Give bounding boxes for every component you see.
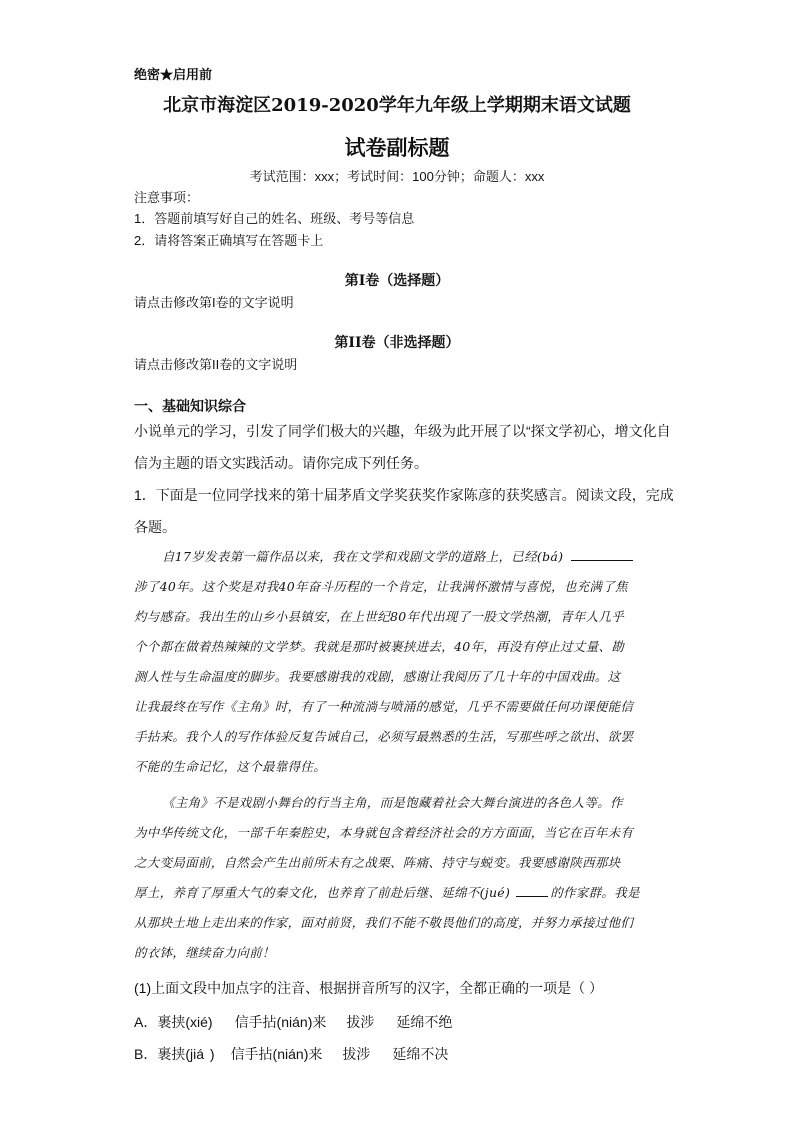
section1-heading: 一、基础知识综合 <box>134 399 246 415</box>
passage-p1-line-2: 涉了40年。这个奖是对我40年奋斗历程的一个肯定，让我满怀激情与喜悦，也充满了焦 <box>134 579 628 594</box>
subquestion-stem: (1)上面文段中加点字的注音、根据拼音所写的汉字，全都正确的一项是（ ） <box>134 980 603 996</box>
option-a-label: A．裹挟(xié) <box>134 1014 213 1030</box>
option-a-c: 拔涉 <box>346 1014 375 1030</box>
passage-p1-line-1: 自17岁发表第一篇作品以来，我在文学和戏剧文学的道路上，已经(bá) <box>162 549 564 564</box>
volume2-title: 第II卷（非选择题） <box>334 335 460 351</box>
option-a[interactable] <box>134 1012 452 1032</box>
section1-intro-line-2: 信为主题的语文实践活动。请你完成下列任务。 <box>134 455 428 471</box>
passage-p1-line-3: 灼与感奋。我出生的山乡小县镇安，在上世纪80年代出现了一股文学热潮，青年人几乎 <box>134 609 625 624</box>
passage-p1-line-5: 测人性与生命温度的脚步。我要感谢我的戏剧，感谢让我阅历了几十年的中国戏曲。这 <box>134 669 621 684</box>
passage-line <box>162 547 633 565</box>
passage-p1-line-4: 个个都在做着热辣辣的文学梦。我就是那时被裹挟进去，40年，再没有停止过丈量、勘 <box>134 639 625 654</box>
passage-line <box>134 883 640 901</box>
question1-line-1: 1．下面是一位同学找来的第十届茅盾文学奖获奖作家陈彦的获奖感言。阅读文段，完成 <box>134 487 674 503</box>
notes-item-2: 2．请将答案正确填写在答题卡上 <box>134 233 324 248</box>
section1-intro-line-1: 小说单元的学习，引发了同学们极大的兴趣，年级为此开展了以“探文学初心，增文化自 <box>134 423 671 439</box>
passage-p2-line-6: 的衣钵，继续奋力向前！ <box>134 945 275 960</box>
question1-line-2: 各题。 <box>134 519 176 535</box>
passage-p1-line-8: 不能的生命记忆，这个最靠得住。 <box>134 759 327 774</box>
option-a-b: 信手拈(nián)来 <box>234 1014 327 1030</box>
exam-info: 考试范围：xxx；考试时间：100分钟；命题人：xxx <box>249 169 545 184</box>
passage-p2-line-4b: 的作家群。我是 <box>550 885 640 900</box>
answer-blank-2[interactable] <box>516 884 548 897</box>
notes-item-1: 1．答题前填写好自己的姓名、班级、考号等信息 <box>134 211 415 226</box>
answer-blank-1[interactable] <box>571 548 633 561</box>
option-b-c: 拔涉 <box>342 1046 371 1062</box>
passage-p1-line-7: 手拈来。我个人的写作体验反复告诫自己，必须写最熟悉的生活，写那些呼之欲出、欲罢 <box>134 729 634 744</box>
volume1-desc: 请点击修改第I卷的文字说明 <box>134 295 294 310</box>
option-a-d: 延绵不绝 <box>396 1014 453 1030</box>
exam-subtitle: 试卷副标题 <box>344 135 450 160</box>
passage-p2-line-5: 从那块土地上走出来的作家，面对前贤，我们不能不敬畏他们的高度，并努力承接过他们 <box>134 915 634 930</box>
passage-p1-line-6: 让我最终在写作《主角》时，有了一种流淌与喷涌的感觉，几乎不需要做任何功课便能信 <box>134 699 634 714</box>
passage-p2-line-1: 《主角》不是戏剧小舞台的行当主角，而是饱藏着社会大舞台演进的各色人等。作 <box>162 795 623 810</box>
option-b-label: B．裹挟(jiá ) <box>134 1046 215 1062</box>
option-b-b: 信手拈(nián)来 <box>230 1046 323 1062</box>
option-b[interactable] <box>134 1044 448 1064</box>
notes-heading: 注意事项： <box>134 190 200 205</box>
passage-p2-line-4a: 厚土，养育了厚重大气的秦文化，也养育了前赴后继、延绵不(jué) <box>134 885 511 900</box>
exam-title: 北京市海淀区2019-2020学年九年级上学期期末语文试题 <box>163 95 631 116</box>
secret-mark: 绝密★启用前 <box>134 68 213 83</box>
volume2-desc: 请点击修改第II卷的文字说明 <box>134 357 298 372</box>
volume1-title: 第I卷（选择题） <box>344 273 450 289</box>
option-b-d: 延绵不决 <box>392 1046 449 1062</box>
passage-p2-line-2: 为中华传统文化，一部千年秦腔史，本身就包含着经济社会的方方面面，当它在百年未有 <box>134 825 634 840</box>
passage-p2-line-3: 之大变局面前，自然会产生出前所未有之战栗、阵痛、持守与蜕变。我要感谢陕西那块 <box>134 855 621 870</box>
